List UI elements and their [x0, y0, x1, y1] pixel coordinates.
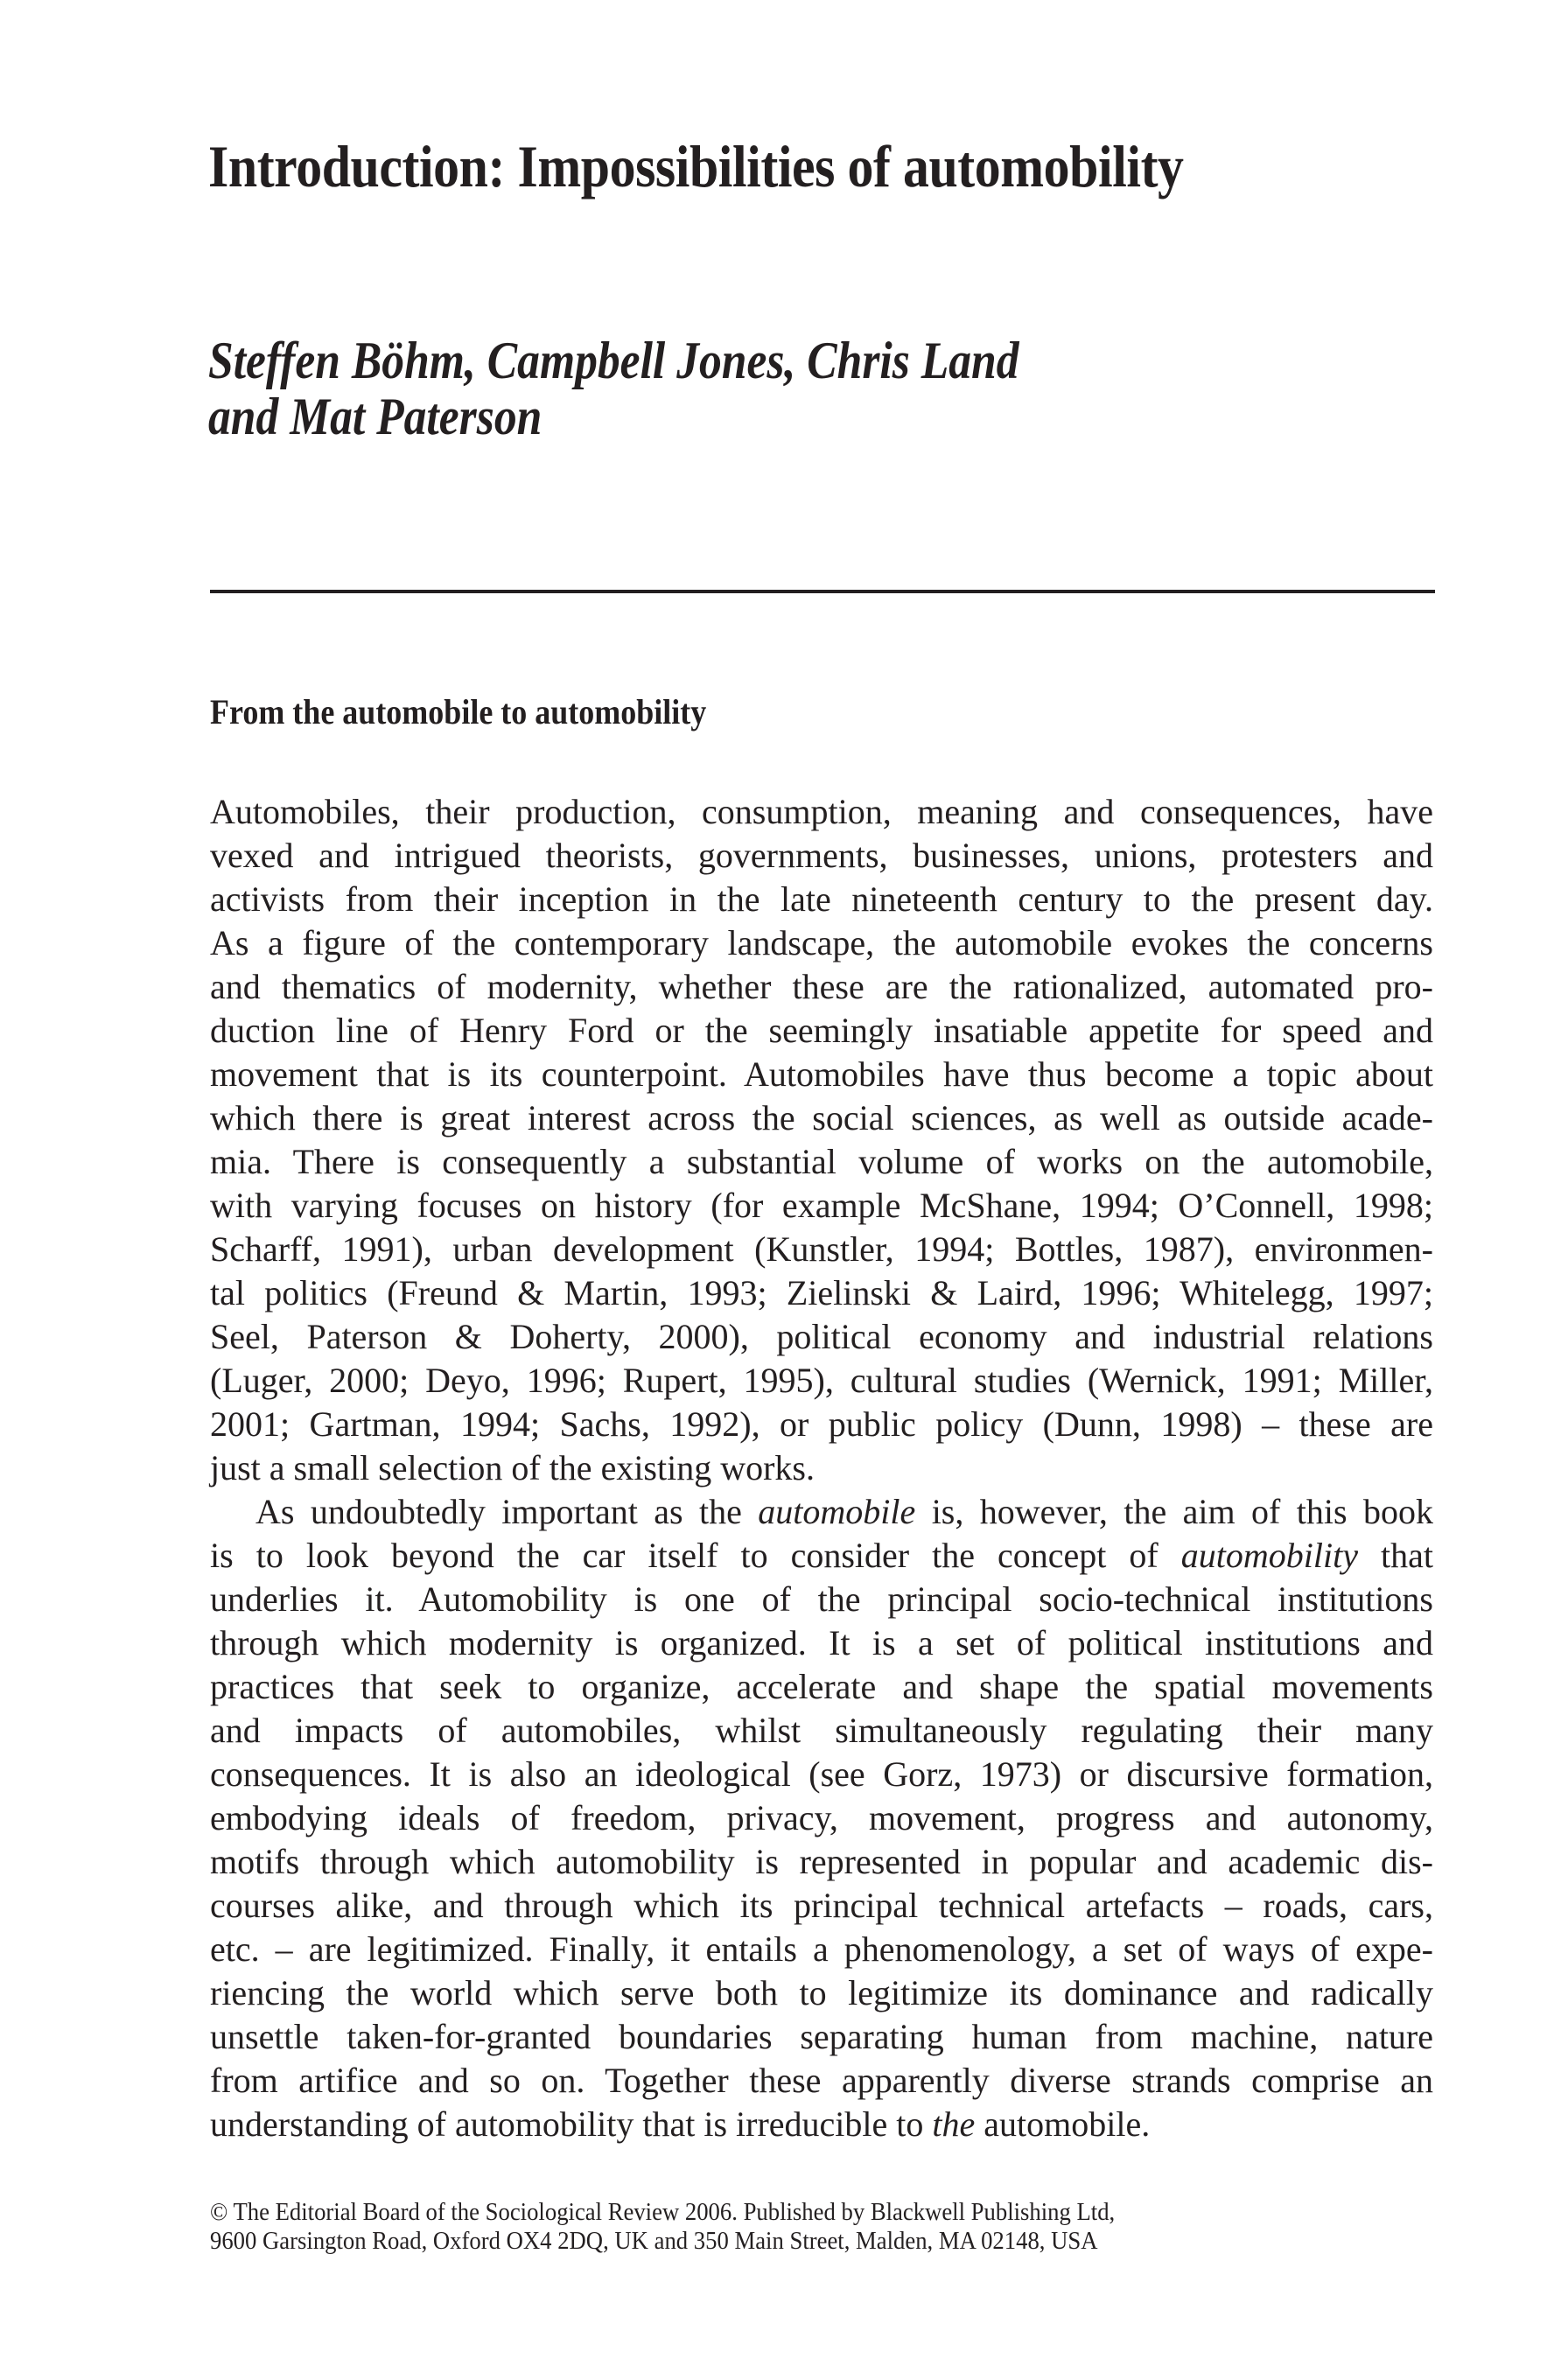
- text-line: consequences. It is also an ideological (see Gorz, 1973) or discursive formation,: [210, 1754, 1433, 1794]
- text-run: is to look beyond the car itself to consider the concept of: [210, 1536, 1181, 1575]
- text-line: underlies it. Automobility is one of the principal socio-technical institutions: [210, 1579, 1433, 1619]
- text-line: and impacts of automobiles, whilst simultaneously regulating their many: [210, 1711, 1433, 1750]
- text-line: embodying ideals of freedom, privacy, movement, progress and autonomy,: [210, 1798, 1433, 1838]
- title-divider-rule: [210, 590, 1435, 593]
- text-line: Scharff, 1991), urban development (Kunstler, 1994; Bottles, 1987), environmen-: [210, 1229, 1433, 1269]
- text-line: from artifice and so on. Together these apparently diverse strands comprise an: [210, 2061, 1433, 2100]
- text-line: and thematics of modernity, whether these are the rationalized, automated pro-: [210, 967, 1433, 1006]
- text-line: vexed and intrigued theorists, governments, businesses, unions, protesters and: [210, 836, 1433, 875]
- text-run: understanding of automobility that is irreducible to: [210, 2104, 933, 2144]
- text-line: practices that seek to organize, accelerate and shape the spatial movements: [210, 1667, 1433, 1706]
- text-line: activists from their inception in the late nineteenth century to the present day.: [210, 879, 1433, 919]
- text-run: is, however, the aim of this book: [915, 1492, 1433, 1531]
- text-line: As a figure of the contemporary landscape, the automobile evokes the concerns: [210, 923, 1433, 962]
- copyright-line-1: © The Editorial Board of the Sociological Review 2006. Published by Blackwell Publishing Ltd,: [210, 2198, 1116, 2226]
- text-line: just a small selection of the existing works.: [210, 1448, 815, 1488]
- text-line: [210, 2103, 1433, 2146]
- emphasis-text: automobile: [758, 1492, 916, 1531]
- text-run: As undoubtedly important as the: [256, 1492, 759, 1531]
- text-line: unsettle taken-for-granted boundaries separating human from machine, nature: [210, 2017, 1433, 2056]
- authors-line-1: Steffen Böhm, Campbell Jones, Chris Land: [208, 332, 1019, 389]
- paragraph-2: [210, 1490, 1433, 2146]
- text-line: [210, 1490, 1433, 1534]
- text-line: 2001; Gartman, 1994; Sachs, 1992), or public policy (Dunn, 1998) – these are: [210, 1404, 1433, 1444]
- emphasis-text: automobility: [1180, 1536, 1358, 1575]
- body-text: [210, 790, 1433, 2146]
- text-line: courses alike, and through which its principal technical artefacts – roads, cars,: [210, 1886, 1433, 1925]
- text-line: (Luger, 2000; Deyo, 1996; Rupert, 1995), cultural studies (Wernick, 1991; Miller,: [210, 1361, 1433, 1400]
- text-line: riencing the world which serve both to legitimize its dominance and radically: [210, 1973, 1433, 2012]
- text-line: which there is great interest across the social sciences, as well as outside acade-: [210, 1098, 1433, 1138]
- author-list: [208, 332, 1337, 444]
- text-run: automobile.: [975, 2104, 1151, 2144]
- copyright-footer: [210, 2198, 1348, 2256]
- paragraph-1: [210, 790, 1433, 1490]
- copyright-line-2: 9600 Garsington Road, Oxford OX4 2DQ, UK and 350 Main Street, Malden, MA 02148, USA: [210, 2227, 1098, 2255]
- text-line: mia. There is consequently a substantial volume of works on the automobile,: [210, 1142, 1433, 1181]
- authors-line-2: and Mat Paterson: [208, 388, 542, 445]
- text-line: Seel, Paterson & Doherty, 2000), political economy and industrial relations: [210, 1317, 1433, 1356]
- chapter-title: Introduction: Impossibilities of automobility: [208, 133, 1184, 200]
- text-line: Automobiles, their production, consumption, meaning and consequences, have: [210, 792, 1433, 831]
- section-heading: From the automobile to automobility: [210, 692, 707, 732]
- emphasis-text: the: [932, 2104, 976, 2144]
- text-line: motifs through which automobility is represented in popular and academic dis-: [210, 1842, 1433, 1881]
- text-line: through which modernity is organized. It is a set of political institutions and: [210, 1623, 1433, 1662]
- text-line: etc. – are legitimized. Finally, it entails a phenomenology, a set of ways of expe-: [210, 1929, 1433, 1969]
- text-line: duction line of Henry Ford or the seemingly insatiable appetite for speed and: [210, 1011, 1433, 1050]
- text-line: [210, 1534, 1433, 1578]
- text-run: that: [1357, 1536, 1433, 1575]
- text-line: tal politics (Freund & Martin, 1993; Zielinski & Laird, 1996; Whitelegg, 1997;: [210, 1273, 1433, 1312]
- text-line: movement that is its counterpoint. Automobiles have thus become a topic about: [210, 1054, 1433, 1094]
- text-line: with varying focuses on history (for example McShane, 1994; O’Connell, 1998;: [210, 1186, 1433, 1225]
